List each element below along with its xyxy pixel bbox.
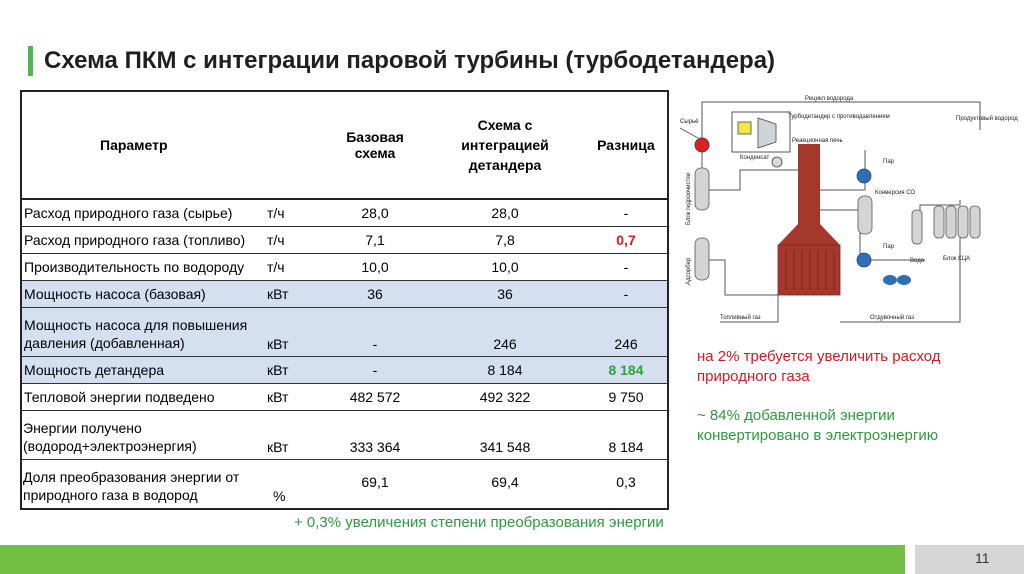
cell-integ: 246 — [425, 308, 585, 357]
furnace-body — [778, 245, 840, 295]
cell-unit: кВт — [265, 384, 325, 411]
label-steam1: Пар — [883, 159, 894, 165]
cell-diff: - — [585, 254, 668, 281]
header-integration-line3: детандера — [468, 157, 542, 173]
cell-diff: 8 184 — [585, 357, 668, 384]
label-conversion: Конверсия СО — [875, 190, 916, 196]
cell-diff: 246 — [585, 308, 668, 357]
psa-block — [934, 206, 980, 238]
header-base: Базовая схема — [325, 91, 425, 199]
cell-base: 482 572 — [325, 384, 425, 411]
cell-integ: 10,0 — [425, 254, 585, 281]
cell-base: 36 — [325, 281, 425, 308]
cell-param: Мощность детандера — [21, 357, 265, 384]
table-header-row — [21, 91, 668, 199]
table-row — [21, 384, 668, 411]
label-turbo: Турбодетандер с противодавлением — [788, 114, 890, 120]
footer-grey-bar — [915, 545, 1024, 574]
adsorber-vessel — [695, 238, 709, 280]
cell-param: Производительность по водороду — [21, 254, 265, 281]
footer-green-bar — [0, 545, 905, 574]
label-water: Вода — [910, 258, 925, 264]
cell-diff: 9 750 — [585, 384, 668, 411]
cell-diff: 0,3 — [585, 460, 668, 510]
cell-integ: 341 548 — [425, 411, 585, 460]
cell-diff: 0,7 — [585, 227, 668, 254]
label-recycle: Рецикл водорода — [805, 96, 854, 102]
cell-base: - — [325, 357, 425, 384]
co-conversion-vessel — [858, 196, 872, 234]
cell-param-line2: (водород+электроэнергия) — [23, 438, 197, 454]
cell-param-line2: давления (добавленная) — [24, 335, 185, 351]
table-row — [21, 281, 668, 308]
cell-unit: кВт — [265, 411, 325, 460]
table-row — [21, 411, 668, 460]
cell-integ: 7,8 — [425, 227, 585, 254]
cell-param-line1: Энергии получено — [23, 420, 142, 436]
cell-unit: т/ч — [265, 254, 325, 281]
pipe-3 — [820, 150, 865, 190]
label-feed: Сырьё — [680, 119, 699, 125]
feed-pump-icon — [695, 138, 709, 152]
table-row — [21, 460, 668, 510]
cell-integ: 28,0 — [425, 199, 585, 227]
pipe-1 — [709, 170, 798, 190]
header-integration — [425, 91, 585, 199]
cooler-fan-icon — [883, 275, 911, 285]
header-diff: Разница — [585, 91, 668, 199]
table-row — [21, 254, 668, 281]
table-row — [21, 357, 668, 384]
cell-unit: кВт — [265, 281, 325, 308]
table-row — [21, 227, 668, 254]
cell-base: 10,0 — [325, 254, 425, 281]
table-row — [21, 308, 668, 357]
cell-base: 333 364 — [325, 411, 425, 460]
cell-diff: 8 184 — [585, 411, 668, 460]
header-param: Параметр — [21, 91, 325, 199]
label-psa: Блок КЦА — [943, 256, 971, 262]
label-fuel-gas: Топливный газ — [720, 315, 761, 321]
page-title: Схема ПКМ с интеграции паровой турбины (турбодетандера) — [44, 47, 776, 74]
cell-base: 7,1 — [325, 227, 425, 254]
cell-base: 28,0 — [325, 199, 425, 227]
cell-param: Тепловой энергии подведено — [21, 384, 265, 411]
cell-integ: 492 322 — [425, 384, 585, 411]
table-row — [21, 199, 668, 227]
cell-param — [21, 308, 265, 357]
note-efficiency-gain: + 0,3% увеличения степени преобразования энергии — [294, 514, 664, 531]
cell-unit: % — [265, 460, 325, 510]
steam-valve-2-icon — [857, 253, 871, 267]
cell-base: 69,1 — [325, 460, 425, 510]
separator-vessel — [912, 210, 922, 244]
page-number: 11 — [975, 550, 990, 566]
cell-base: - — [325, 308, 425, 357]
note-gas-increase: на 2% требуется увеличить расход природного газа — [697, 348, 941, 385]
note-energy-conversion: ~ 84% добавленной энергии конвертировано в электроэнергию — [697, 407, 938, 444]
cell-unit: т/ч — [265, 199, 325, 227]
process-diagram — [680, 90, 1018, 330]
cell-diff: - — [585, 281, 668, 308]
cell-param — [21, 411, 265, 460]
feed-line — [680, 128, 698, 138]
label-product: Продуктовый водород — [956, 116, 1018, 122]
cell-param-line2: природного газа в водород — [23, 487, 198, 503]
cell-unit: кВт — [265, 357, 325, 384]
steam-valve-1-icon — [857, 169, 871, 183]
header-integration-line1: Схема с — [477, 117, 533, 133]
cell-diff: - — [585, 199, 668, 227]
cell-param: Расход природного газа (топливо) — [21, 227, 265, 254]
title-accent-bar — [28, 46, 33, 76]
cell-param-line1: Мощность насоса для повышения — [24, 317, 248, 333]
cell-param: Расход природного газа (сырье) — [21, 199, 265, 227]
label-steam2: Пар — [883, 244, 894, 250]
generator-icon — [738, 122, 751, 134]
condenser-pump-icon — [772, 157, 782, 167]
label-condenser: Конденсат — [740, 155, 770, 161]
label-furnace: Реакционная печь — [792, 138, 843, 144]
cell-param — [21, 460, 265, 510]
cell-unit: кВт — [265, 308, 325, 357]
pipe-2 — [709, 260, 778, 295]
parameters-table — [20, 90, 669, 510]
label-hydro-block: Блок гидроочистки — [686, 172, 692, 225]
label-off-gas: Отдувочный газ — [870, 315, 914, 321]
cell-integ: 8 184 — [425, 357, 585, 384]
cell-param: Мощность насоса (базовая) — [21, 281, 265, 308]
cell-integ: 69,4 — [425, 460, 585, 510]
header-integration-line2: интеграцией — [461, 137, 549, 153]
cell-unit: т/ч — [265, 227, 325, 254]
cell-integ: 36 — [425, 281, 585, 308]
furnace-hood — [778, 224, 840, 245]
hydrotreater-vessel — [695, 168, 709, 210]
cell-param-line1: Доля преобразования энергии от — [23, 469, 240, 485]
label-adsorber: Адсорбер — [686, 257, 692, 285]
furnace-stack — [798, 144, 820, 224]
